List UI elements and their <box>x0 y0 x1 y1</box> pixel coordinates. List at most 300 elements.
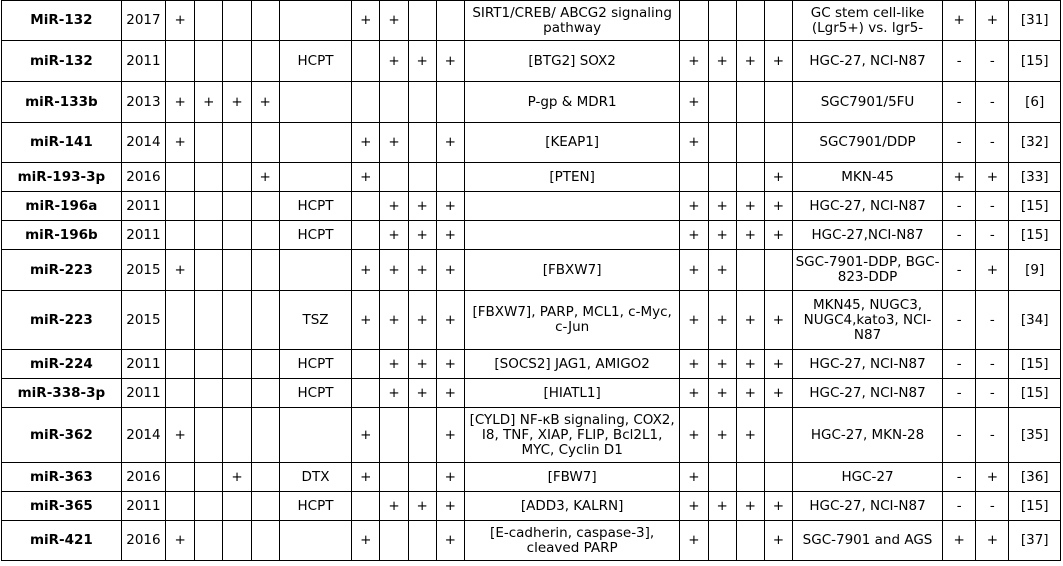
year-cell: 2011 <box>121 350 165 379</box>
cell-lines-cell: HGC-27, NCI-N87 <box>793 192 943 221</box>
plus-6-cell <box>380 408 408 463</box>
plus-9-cell: + <box>680 221 708 250</box>
reference-cell: [31] <box>1009 1 1061 41</box>
plus-10-cell <box>708 463 736 492</box>
mirna-cell: miR-141 <box>2 123 122 163</box>
plus-12-cell <box>764 408 792 463</box>
plus-10-cell <box>708 163 736 192</box>
mirna-cell: miR-421 <box>2 521 122 561</box>
plus-9-cell: + <box>680 291 708 350</box>
plus-5-cell <box>352 379 380 408</box>
plus-8-cell: + <box>436 521 464 561</box>
plus-8-cell: + <box>436 41 464 82</box>
plus-5-cell: + <box>352 408 380 463</box>
plus-2-cell <box>195 521 223 561</box>
plus-1-cell <box>166 492 195 521</box>
plus-7-cell: + <box>408 192 436 221</box>
plus-10-cell <box>708 123 736 163</box>
plus-6-cell: + <box>380 1 408 41</box>
plus-7-cell <box>408 1 436 41</box>
plus-11-cell <box>736 163 764 192</box>
plus-11-cell <box>736 82 764 123</box>
cell-lines-cell: MKN-45 <box>793 163 943 192</box>
reference-cell: [33] <box>1009 163 1061 192</box>
plus-12-cell: + <box>764 41 792 82</box>
plus-4-cell <box>251 492 279 521</box>
plus-1-cell: + <box>166 1 195 41</box>
plus-8-cell <box>436 82 464 123</box>
plus-10-cell <box>708 82 736 123</box>
plus-7-cell <box>408 463 436 492</box>
target-cell: [ADD3, KALRN] <box>464 492 679 521</box>
mirna-cell: miR-132 <box>2 41 122 82</box>
drug-cell: HCPT <box>279 192 351 221</box>
plus-3-cell <box>223 123 251 163</box>
table-row <box>2 463 1061 492</box>
drug-cell: TSZ <box>279 291 351 350</box>
flag-2-cell: - <box>976 41 1009 82</box>
plus-4-cell: + <box>251 163 279 192</box>
reference-cell: [32] <box>1009 123 1061 163</box>
flag-1-cell: - <box>943 408 976 463</box>
target-cell: [PTEN] <box>464 163 679 192</box>
plus-7-cell <box>408 408 436 463</box>
plus-1-cell <box>166 350 195 379</box>
plus-1-cell <box>166 221 195 250</box>
plus-2-cell: + <box>195 82 223 123</box>
plus-5-cell <box>352 350 380 379</box>
flag-1-cell: - <box>943 379 976 408</box>
year-cell: 2015 <box>121 291 165 350</box>
table-row <box>2 163 1061 192</box>
plus-10-cell <box>708 1 736 41</box>
target-cell: [BTG2] SOX2 <box>464 41 679 82</box>
plus-10-cell: + <box>708 350 736 379</box>
plus-5-cell: + <box>352 1 380 41</box>
plus-4-cell <box>251 463 279 492</box>
plus-2-cell <box>195 41 223 82</box>
plus-8-cell: + <box>436 291 464 350</box>
mirna-cell: miR-362 <box>2 408 122 463</box>
year-cell: 2011 <box>121 379 165 408</box>
plus-9-cell: + <box>680 408 708 463</box>
cell-lines-cell: HGC-27 <box>793 463 943 492</box>
year-cell: 2016 <box>121 463 165 492</box>
plus-3-cell <box>223 250 251 291</box>
drug-cell: HCPT <box>279 41 351 82</box>
table-row <box>2 521 1061 561</box>
plus-12-cell: + <box>764 350 792 379</box>
target-cell: [FBW7] <box>464 463 679 492</box>
cell-lines-cell: HGC-27, NCI-N87 <box>793 379 943 408</box>
plus-1-cell <box>166 192 195 221</box>
drug-cell <box>279 1 351 41</box>
plus-1-cell: + <box>166 408 195 463</box>
plus-2-cell <box>195 163 223 192</box>
plus-3-cell: + <box>223 82 251 123</box>
plus-11-cell <box>736 123 764 163</box>
plus-9-cell: + <box>680 123 708 163</box>
plus-2-cell <box>195 379 223 408</box>
plus-12-cell <box>764 463 792 492</box>
plus-2-cell <box>195 123 223 163</box>
plus-7-cell: + <box>408 492 436 521</box>
flag-1-cell: - <box>943 82 976 123</box>
drug-cell <box>279 521 351 561</box>
plus-11-cell: + <box>736 192 764 221</box>
plus-9-cell: + <box>680 379 708 408</box>
mirna-cell: miR-223 <box>2 291 122 350</box>
plus-8-cell: + <box>436 250 464 291</box>
flag-1-cell: - <box>943 250 976 291</box>
mirna-cell: miR-365 <box>2 492 122 521</box>
plus-2-cell <box>195 492 223 521</box>
mirna-cell: miR-196a <box>2 192 122 221</box>
plus-6-cell: + <box>380 250 408 291</box>
plus-1-cell <box>166 379 195 408</box>
target-cell: [FBXW7], PARP, MCL1, c-Myc, c-Jun <box>464 291 679 350</box>
year-cell: 2016 <box>121 163 165 192</box>
table-row <box>2 379 1061 408</box>
plus-5-cell: + <box>352 521 380 561</box>
plus-3-cell <box>223 1 251 41</box>
plus-3-cell <box>223 163 251 192</box>
flag-2-cell: + <box>976 250 1009 291</box>
plus-5-cell <box>352 82 380 123</box>
flag-1-cell: + <box>943 1 976 41</box>
cell-lines-cell: SGC7901/5FU <box>793 82 943 123</box>
reference-cell: [9] <box>1009 250 1061 291</box>
table-row <box>2 492 1061 521</box>
plus-8-cell <box>436 1 464 41</box>
plus-5-cell: + <box>352 123 380 163</box>
plus-9-cell <box>680 1 708 41</box>
mirna-cell: miR-133b <box>2 82 122 123</box>
plus-12-cell <box>764 1 792 41</box>
plus-12-cell: + <box>764 221 792 250</box>
plus-3-cell <box>223 221 251 250</box>
drug-cell: HCPT <box>279 221 351 250</box>
plus-10-cell: + <box>708 41 736 82</box>
flag-1-cell: - <box>943 463 976 492</box>
plus-12-cell <box>764 250 792 291</box>
plus-6-cell <box>380 82 408 123</box>
flag-2-cell: - <box>976 192 1009 221</box>
plus-6-cell: + <box>380 291 408 350</box>
plus-3-cell <box>223 350 251 379</box>
plus-2-cell <box>195 1 223 41</box>
drug-cell <box>279 163 351 192</box>
plus-4-cell <box>251 408 279 463</box>
flag-1-cell: + <box>943 521 976 561</box>
flag-2-cell: - <box>976 123 1009 163</box>
year-cell: 2011 <box>121 221 165 250</box>
plus-7-cell: + <box>408 350 436 379</box>
target-cell: P-gp & MDR1 <box>464 82 679 123</box>
plus-8-cell: + <box>436 192 464 221</box>
reference-cell: [6] <box>1009 82 1061 123</box>
flag-1-cell: - <box>943 41 976 82</box>
plus-6-cell: + <box>380 123 408 163</box>
year-cell: 2016 <box>121 521 165 561</box>
table-row <box>2 250 1061 291</box>
plus-10-cell <box>708 521 736 561</box>
plus-12-cell <box>764 82 792 123</box>
plus-3-cell <box>223 408 251 463</box>
plus-11-cell: + <box>736 408 764 463</box>
plus-12-cell: + <box>764 521 792 561</box>
plus-5-cell: + <box>352 291 380 350</box>
plus-11-cell <box>736 463 764 492</box>
plus-10-cell: + <box>708 492 736 521</box>
drug-cell <box>279 82 351 123</box>
plus-4-cell <box>251 350 279 379</box>
drug-cell <box>279 408 351 463</box>
year-cell: 2011 <box>121 492 165 521</box>
plus-5-cell: + <box>352 250 380 291</box>
plus-5-cell: + <box>352 163 380 192</box>
drug-cell: DTX <box>279 463 351 492</box>
year-cell: 2014 <box>121 123 165 163</box>
plus-9-cell: + <box>680 192 708 221</box>
plus-12-cell: + <box>764 492 792 521</box>
mirna-cell: miR-338-3p <box>2 379 122 408</box>
target-cell: SIRT1/CREB/ ABCG2 signaling pathway <box>464 1 679 41</box>
flag-2-cell: - <box>976 379 1009 408</box>
table-row <box>2 221 1061 250</box>
table-row <box>2 192 1061 221</box>
plus-9-cell: + <box>680 41 708 82</box>
flag-1-cell: - <box>943 291 976 350</box>
plus-7-cell: + <box>408 250 436 291</box>
table-row <box>2 82 1061 123</box>
flag-2-cell: - <box>976 492 1009 521</box>
plus-6-cell: + <box>380 379 408 408</box>
plus-1-cell <box>166 163 195 192</box>
target-cell: [FBXW7] <box>464 250 679 291</box>
year-cell: 2015 <box>121 250 165 291</box>
mirna-cell: miR-363 <box>2 463 122 492</box>
plus-9-cell: + <box>680 521 708 561</box>
flag-2-cell: + <box>976 521 1009 561</box>
plus-4-cell <box>251 250 279 291</box>
plus-11-cell: + <box>736 291 764 350</box>
plus-7-cell <box>408 521 436 561</box>
plus-1-cell <box>166 41 195 82</box>
plus-12-cell: + <box>764 192 792 221</box>
plus-5-cell: + <box>352 463 380 492</box>
plus-5-cell <box>352 492 380 521</box>
plus-4-cell <box>251 192 279 221</box>
flag-1-cell: - <box>943 350 976 379</box>
plus-10-cell: + <box>708 408 736 463</box>
plus-9-cell: + <box>680 492 708 521</box>
drug-cell <box>279 123 351 163</box>
plus-3-cell <box>223 41 251 82</box>
reference-cell: [35] <box>1009 408 1061 463</box>
plus-2-cell <box>195 192 223 221</box>
table-row <box>2 408 1061 463</box>
plus-1-cell <box>166 463 195 492</box>
reference-cell: [34] <box>1009 291 1061 350</box>
plus-10-cell: + <box>708 250 736 291</box>
plus-11-cell: + <box>736 41 764 82</box>
plus-3-cell <box>223 291 251 350</box>
flag-2-cell: - <box>976 221 1009 250</box>
flag-2-cell: - <box>976 82 1009 123</box>
plus-9-cell: + <box>680 250 708 291</box>
plus-6-cell: + <box>380 350 408 379</box>
plus-8-cell: + <box>436 408 464 463</box>
flag-2-cell: + <box>976 463 1009 492</box>
table-row <box>2 123 1061 163</box>
plus-7-cell <box>408 163 436 192</box>
table-row <box>2 1 1061 41</box>
plus-11-cell <box>736 521 764 561</box>
plus-8-cell: + <box>436 379 464 408</box>
flag-2-cell: + <box>976 163 1009 192</box>
year-cell: 2013 <box>121 82 165 123</box>
target-cell: [HIATL1] <box>464 379 679 408</box>
table-row <box>2 41 1061 82</box>
plus-12-cell: + <box>764 163 792 192</box>
plus-8-cell <box>436 163 464 192</box>
reference-cell: [15] <box>1009 379 1061 408</box>
plus-4-cell <box>251 521 279 561</box>
target-cell: [E-cadherin, caspase-3], cleaved PARP <box>464 521 679 561</box>
mirna-cell: miR-223 <box>2 250 122 291</box>
flag-1-cell: - <box>943 123 976 163</box>
mirna-cell: MiR-132 <box>2 1 122 41</box>
plus-6-cell: + <box>380 492 408 521</box>
plus-8-cell: + <box>436 350 464 379</box>
year-cell: 2011 <box>121 41 165 82</box>
plus-4-cell <box>251 291 279 350</box>
plus-10-cell: + <box>708 221 736 250</box>
plus-1-cell: + <box>166 250 195 291</box>
plus-2-cell <box>195 221 223 250</box>
plus-12-cell: + <box>764 379 792 408</box>
plus-1-cell <box>166 291 195 350</box>
plus-2-cell <box>195 463 223 492</box>
cell-lines-cell: MKN45, NUGC3, NUGC4,kato3, NCI-N87 <box>793 291 943 350</box>
plus-8-cell: + <box>436 492 464 521</box>
plus-9-cell <box>680 163 708 192</box>
reference-cell: [36] <box>1009 463 1061 492</box>
cell-lines-cell: SGC-7901-DDP, BGC-823-DDP <box>793 250 943 291</box>
table-row <box>2 291 1061 350</box>
flag-1-cell: - <box>943 192 976 221</box>
plus-4-cell <box>251 123 279 163</box>
mirna-cell: miR-196b <box>2 221 122 250</box>
reference-cell: [37] <box>1009 521 1061 561</box>
plus-3-cell <box>223 492 251 521</box>
cell-lines-cell: HGC-27, NCI-N87 <box>793 492 943 521</box>
flag-2-cell: - <box>976 408 1009 463</box>
plus-7-cell: + <box>408 379 436 408</box>
plus-11-cell <box>736 1 764 41</box>
year-cell: 2017 <box>121 1 165 41</box>
plus-7-cell: + <box>408 41 436 82</box>
plus-6-cell: + <box>380 192 408 221</box>
plus-5-cell <box>352 41 380 82</box>
plus-5-cell <box>352 221 380 250</box>
cell-lines-cell: SGC7901/DDP <box>793 123 943 163</box>
target-cell <box>464 221 679 250</box>
flag-1-cell: - <box>943 492 976 521</box>
plus-8-cell: + <box>436 221 464 250</box>
plus-7-cell: + <box>408 291 436 350</box>
plus-7-cell: + <box>408 221 436 250</box>
plus-1-cell: + <box>166 521 195 561</box>
plus-2-cell <box>195 250 223 291</box>
plus-8-cell: + <box>436 463 464 492</box>
cell-lines-cell: HGC-27,NCI-N87 <box>793 221 943 250</box>
plus-11-cell: + <box>736 350 764 379</box>
plus-7-cell <box>408 123 436 163</box>
plus-4-cell <box>251 221 279 250</box>
flag-2-cell: + <box>976 1 1009 41</box>
mirna-cell: miR-224 <box>2 350 122 379</box>
plus-7-cell <box>408 82 436 123</box>
plus-12-cell: + <box>764 291 792 350</box>
cell-lines-cell: SGC-7901 and AGS <box>793 521 943 561</box>
plus-11-cell: + <box>736 492 764 521</box>
reference-cell: [15] <box>1009 350 1061 379</box>
plus-11-cell <box>736 250 764 291</box>
plus-4-cell <box>251 379 279 408</box>
plus-6-cell: + <box>380 221 408 250</box>
year-cell: 2014 <box>121 408 165 463</box>
cell-lines-cell: HGC-27, NCI-N87 <box>793 350 943 379</box>
plus-11-cell: + <box>736 379 764 408</box>
flag-1-cell: - <box>943 221 976 250</box>
plus-3-cell <box>223 521 251 561</box>
plus-3-cell <box>223 192 251 221</box>
plus-6-cell <box>380 521 408 561</box>
plus-6-cell <box>380 163 408 192</box>
plus-10-cell: + <box>708 291 736 350</box>
plus-9-cell: + <box>680 82 708 123</box>
plus-2-cell <box>195 291 223 350</box>
plus-2-cell <box>195 408 223 463</box>
year-cell: 2011 <box>121 192 165 221</box>
plus-5-cell <box>352 192 380 221</box>
reference-cell: [15] <box>1009 221 1061 250</box>
reference-cell: [15] <box>1009 41 1061 82</box>
target-cell: [KEAP1] <box>464 123 679 163</box>
plus-6-cell: + <box>380 41 408 82</box>
cell-lines-cell: GC stem cell-like (Lgr5+) vs. lgr5- <box>793 1 943 41</box>
mirna-cell: miR-193-3p <box>2 163 122 192</box>
plus-12-cell <box>764 123 792 163</box>
plus-4-cell <box>251 41 279 82</box>
drug-cell: HCPT <box>279 492 351 521</box>
cell-lines-cell: HGC-27, NCI-N87 <box>793 41 943 82</box>
plus-6-cell <box>380 463 408 492</box>
plus-9-cell: + <box>680 463 708 492</box>
target-cell: [CYLD] NF-κB signaling, COX2, I8, TNF, XIAP, FLIP, Bcl2L1, MYC, Cyclin D1 <box>464 408 679 463</box>
drug-cell: HCPT <box>279 350 351 379</box>
plus-4-cell <box>251 1 279 41</box>
flag-2-cell: - <box>976 350 1009 379</box>
plus-3-cell: + <box>223 463 251 492</box>
plus-11-cell: + <box>736 221 764 250</box>
target-cell: [SOCS2] JAG1, AMIGO2 <box>464 350 679 379</box>
target-cell <box>464 192 679 221</box>
plus-4-cell: + <box>251 82 279 123</box>
flag-1-cell: + <box>943 163 976 192</box>
